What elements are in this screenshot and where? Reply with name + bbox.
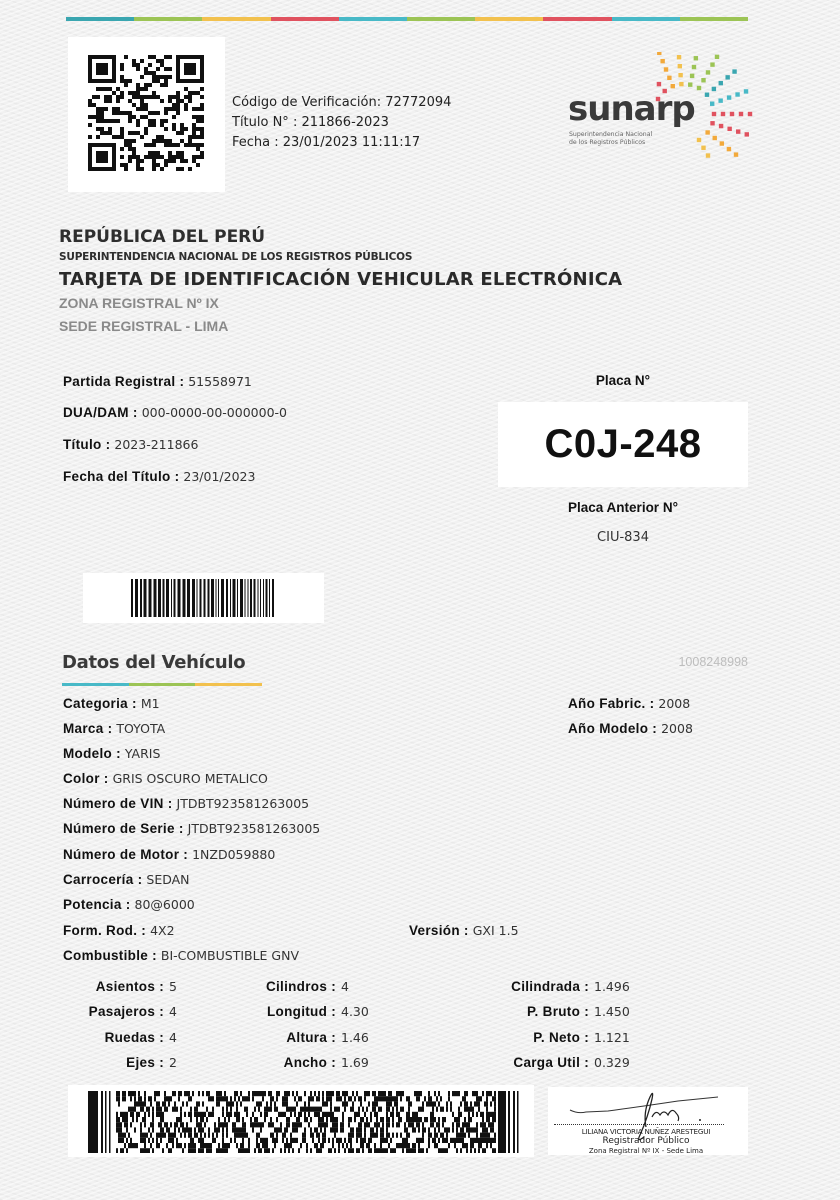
logo-dot [727, 95, 731, 99]
label-combustible: Combustible : [63, 948, 157, 963]
field-vin [63, 796, 309, 813]
logo-dot [701, 146, 705, 150]
previous-plate-label: Placa Anterior N° [568, 500, 678, 515]
barcode-icon [131, 579, 277, 617]
heading-zona: ZONA REGISTRAL Nº IX [59, 295, 219, 311]
spec-label: Pasajeros : [88, 1004, 164, 1019]
spec-label: Ancho : [283, 1055, 336, 1070]
label-vin: Número de VIN : [63, 796, 173, 811]
heading-sede: SEDE REGISTRAL - LIMA [59, 318, 229, 334]
document-title: TARJETA DE IDENTIFICACIÓN VEHICULAR ELECTRÓNICA [59, 269, 623, 290]
logo-subtitle-line1: Superintendencia Nacional [569, 131, 653, 138]
previous-plate-number: CIU-834 [597, 530, 649, 545]
value-serie: JTDBT923581263005 [187, 821, 321, 836]
logo-dot [712, 87, 716, 91]
value-color: GRIS OSCURO METALICO [112, 771, 268, 786]
label-titulo: Título : [63, 437, 111, 452]
value-modelo: YARIS [124, 746, 161, 761]
pdf417-barcode [68, 1085, 534, 1157]
spec-value: 4.30 [341, 1004, 369, 1019]
spec-value: 4 [341, 979, 349, 994]
logo-dot [657, 52, 661, 55]
field-formrod [63, 923, 175, 940]
logo-dot [677, 55, 681, 59]
value-combustible: BI-COMBUSTIBLE GNV [160, 948, 300, 963]
logo-dot [715, 55, 719, 59]
field-combustible [63, 948, 299, 965]
field-marca [63, 721, 165, 738]
pdf417-barcode-icon [88, 1091, 520, 1153]
label-color: Color : [63, 771, 109, 786]
spec-label: Carga Util : [513, 1055, 589, 1070]
verification-block [232, 93, 451, 153]
field-serie [63, 821, 320, 838]
spec-value: 1.69 [341, 1055, 369, 1070]
linear-barcode [83, 573, 324, 623]
value-categoria: M1 [140, 696, 160, 711]
value-anio-modelo: 2008 [661, 721, 693, 736]
verification-code: Código de Verificación: 72772094 [232, 95, 452, 110]
logo-dot [705, 93, 709, 97]
value-carroceria: SEDAN [146, 872, 190, 887]
logo-dot [732, 69, 736, 73]
value-fecha-titulo: 23/01/2023 [183, 469, 256, 484]
signatory-role: Registrador Público [602, 1136, 690, 1146]
logo-dot [720, 141, 724, 145]
logo-dot [745, 132, 749, 136]
logo-dot [697, 86, 701, 90]
logo-dot [657, 82, 661, 86]
logo-dot [748, 112, 752, 116]
spec-value: 1.121 [594, 1030, 630, 1045]
logo-dot [678, 73, 682, 77]
spec-label: Ruedas : [104, 1030, 164, 1045]
logo-dot [727, 127, 731, 131]
signatory-zone: Zona Registral Nº IX - Sede Lima [588, 1147, 704, 1155]
logo-dot [660, 59, 664, 63]
logo-dot [718, 98, 722, 102]
label-marca: Marca : [63, 721, 113, 736]
field-potencia [63, 897, 195, 914]
logo-dot [706, 70, 710, 74]
spec-value: 4 [169, 1030, 177, 1045]
field-modelo [63, 746, 160, 763]
spec-value: 2 [169, 1055, 177, 1070]
logo-dot [706, 153, 710, 157]
field-titulo [63, 437, 198, 454]
heading-republica: REPÚBLICA DEL PERÚ [59, 227, 266, 247]
value-titulo: 2023-211866 [114, 437, 199, 452]
field-anio-fabric [568, 696, 690, 713]
logo-dot [730, 112, 734, 116]
logo-dot [736, 129, 740, 133]
plate-number: C0J-248 [544, 422, 702, 466]
value-anio-fabric: 2008 [658, 696, 691, 711]
issue-date: Fecha : 23/01/2023 11:11:17 [232, 135, 421, 150]
label-version: Versión : [409, 923, 469, 938]
spec-value: 1.450 [594, 1004, 630, 1019]
logo-dot [710, 62, 714, 66]
field-version [409, 923, 519, 940]
label-partida: Partida Registral : [63, 374, 185, 389]
title-number: Título N° : 211866-2023 [232, 115, 389, 130]
spec-value: 1.46 [341, 1030, 369, 1045]
logo-dot [678, 64, 682, 68]
spec-label: Asientos : [95, 979, 164, 994]
value-vin: JTDBT923581263005 [176, 796, 310, 811]
top-color-stripe [66, 17, 748, 21]
spec-value: 5 [169, 979, 177, 994]
field-color [63, 771, 268, 788]
plate-box [498, 402, 748, 487]
logo-wordmark: sunarp [568, 89, 695, 129]
logo-dot [725, 75, 729, 79]
qr-code-icon [88, 55, 204, 171]
logo-dot [710, 121, 714, 125]
spec-label: Cilindros : [265, 979, 336, 994]
value-dua: 000-0000-00-000000-0 [141, 405, 287, 420]
label-anio-modelo: Año Modelo : [568, 721, 658, 736]
logo-dot [688, 82, 692, 86]
spec-label: Longitud : [267, 1004, 336, 1019]
field-carroceria [63, 872, 190, 889]
logo-dot [701, 78, 705, 82]
logo-dot [710, 102, 714, 106]
logo-dot [739, 112, 743, 116]
value-version: GXI 1.5 [472, 923, 519, 938]
spec-value: 1.496 [594, 979, 630, 994]
field-anio-modelo [568, 721, 693, 738]
field-fecha-titulo [63, 469, 255, 486]
logo-subtitle-line2: de los Registros Públicos [569, 139, 646, 146]
plate-label: Placa N° [595, 373, 651, 388]
field-partida [63, 374, 252, 391]
label-categoria: Categoria : [63, 696, 137, 711]
signature-line [554, 1124, 724, 1125]
value-formrod: 4X2 [150, 923, 175, 938]
label-potencia: Potencia : [63, 897, 131, 912]
sunarp-logo [566, 52, 761, 164]
spec-label: P. Bruto : [526, 1004, 589, 1019]
heading-superintendencia: SUPERINTENDENCIA NACIONAL DE LOS REGISTROS PÚBLICOS [59, 251, 413, 263]
field-categoria [63, 696, 160, 713]
signature-block [548, 1087, 748, 1155]
value-motor: 1NZD059880 [192, 847, 276, 862]
logo-dot [727, 147, 731, 151]
label-motor: Número de Motor : [63, 847, 189, 862]
logo-dot [692, 65, 696, 69]
label-anio-fabric: Año Fabric. : [568, 696, 655, 711]
label-serie: Número de Serie : [63, 821, 184, 836]
logo-dot [744, 89, 748, 93]
label-fecha-titulo: Fecha del Título : [63, 469, 180, 484]
logo-dot [694, 56, 698, 60]
logo-dot [664, 67, 668, 71]
logo-dot [734, 152, 738, 156]
logo-subtitle [569, 131, 689, 147]
label-modelo: Modelo : [63, 746, 121, 761]
spec-value: 4 [169, 1004, 177, 1019]
spec-label: Altura : [286, 1030, 336, 1045]
logo-dot [719, 124, 723, 128]
logo-dot [719, 81, 723, 85]
spec-label: Ejes : [126, 1055, 164, 1070]
logo-dot [721, 112, 725, 116]
qr-code [68, 37, 225, 192]
serial-number: 1008248998 [678, 655, 748, 669]
signatory-name: LILIANA VICTORIA NUÑEZ ARESTEGUI [581, 1127, 711, 1136]
label-carroceria: Carrocería : [63, 872, 143, 887]
logo-dot [679, 82, 683, 86]
value-partida: 51558971 [188, 374, 252, 389]
label-dua: DUA/DAM : [63, 405, 138, 420]
logo-dot [671, 84, 675, 88]
section-title-vehicle: Datos del Vehículo [62, 652, 246, 673]
logo-dot [713, 136, 717, 140]
logo-dot [712, 112, 716, 116]
spec-label: Cilindrada : [511, 979, 589, 994]
field-motor [63, 847, 275, 864]
logo-dot [697, 138, 701, 142]
logo-dot [705, 130, 709, 134]
logo-dot [735, 92, 739, 96]
field-dua [63, 405, 287, 422]
value-potencia: 80@6000 [134, 897, 195, 912]
value-marca: TOYOTA [116, 721, 166, 736]
spec-label: P. Neto : [533, 1030, 589, 1045]
spec-value: 0.329 [594, 1055, 630, 1070]
logo-dot [690, 74, 694, 78]
logo-dot [667, 76, 671, 80]
section-underline [62, 683, 262, 686]
label-formrod: Form. Rod. : [63, 923, 147, 938]
